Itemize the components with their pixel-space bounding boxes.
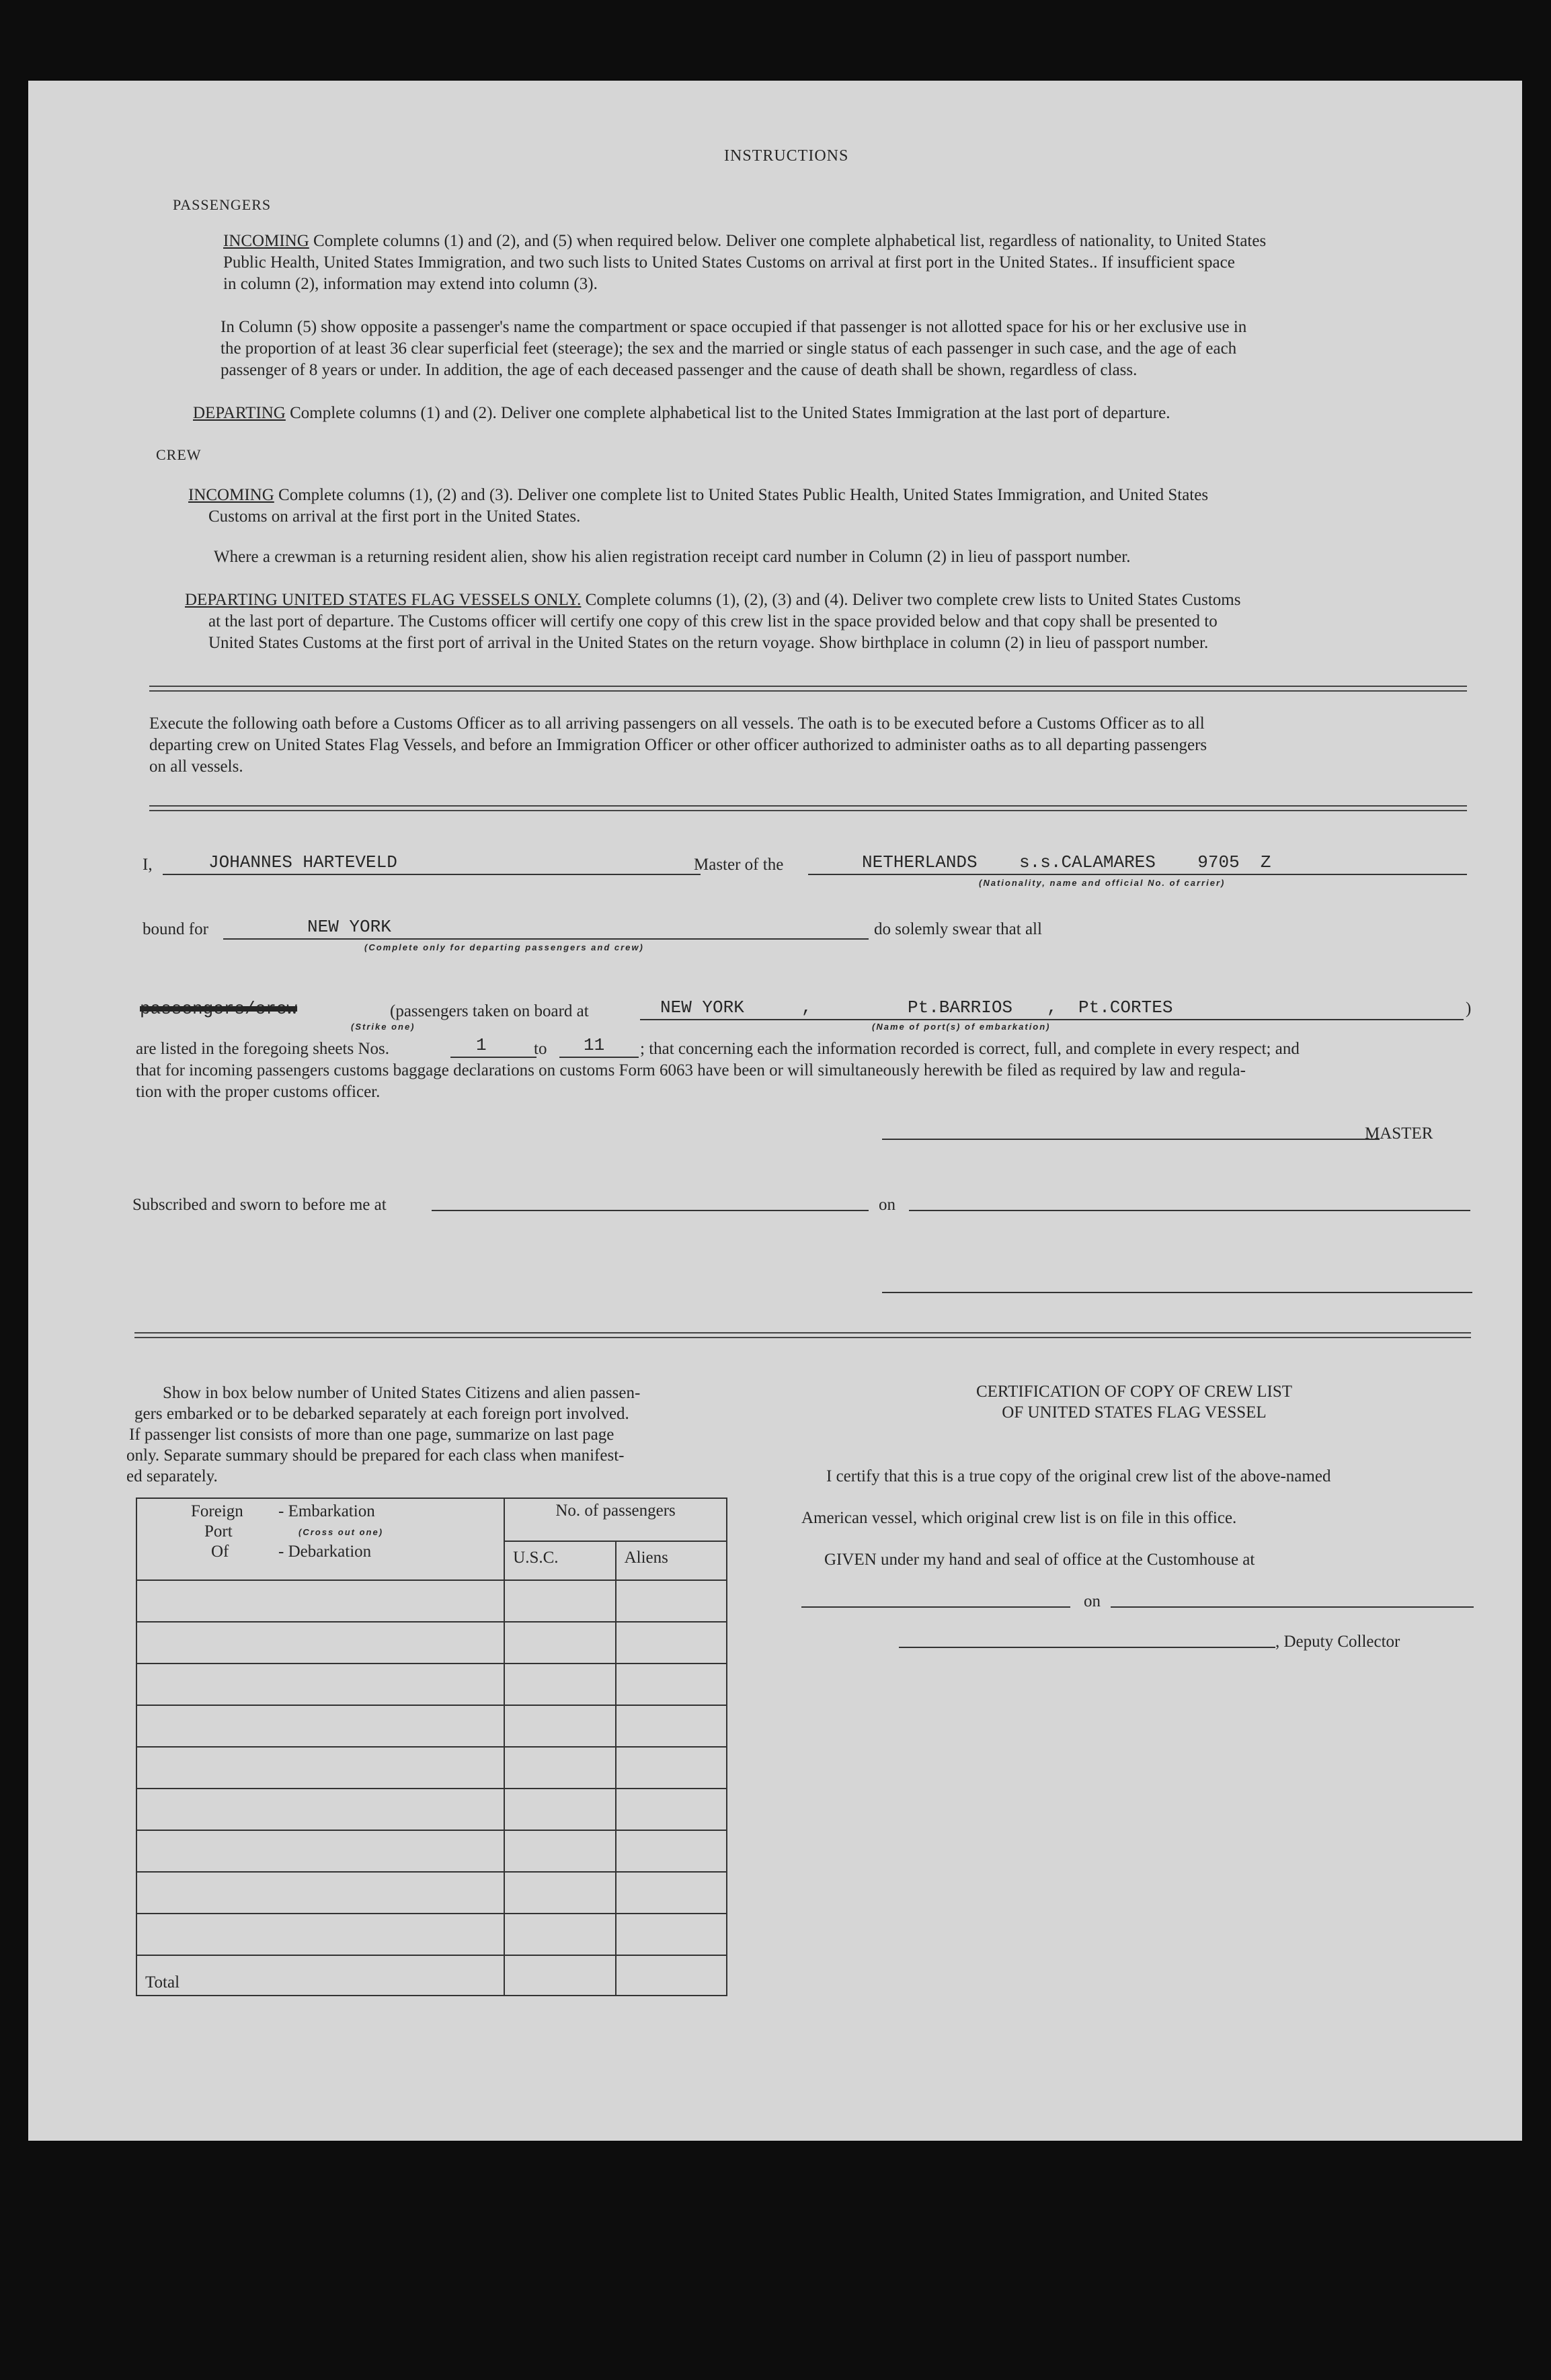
summary-instructions-line-1: Show in box below number of United States Citizens and alien passen- (163, 1384, 641, 1402)
port-2: Pt.BARRIOS (908, 997, 1013, 1018)
crew-departing-line-1: Complete columns (1), (2), (3) and (4). Deliver two complete crew lists to United States Customs (585, 591, 1241, 609)
table-cell[interactable] (504, 1580, 615, 1622)
cert-title-line-2: OF UNITED STATES FLAG VESSEL (1002, 1403, 1267, 1422)
to-label: to (534, 1040, 547, 1058)
crew-incoming-line-2: Customs on arrival at the first port in the United States. (208, 507, 581, 526)
sheet-to: 11 (584, 1035, 605, 1055)
table-cell[interactable] (504, 1955, 615, 1996)
table-cell[interactable] (616, 1914, 727, 1955)
table-cell[interactable] (136, 1747, 504, 1789)
col-aliens: Aliens (616, 1541, 727, 1580)
vessel-name: NETHERLANDS s.s.CALAMARES 9705 Z (862, 852, 1271, 872)
page-title: INSTRUCTIONS (724, 147, 849, 165)
summary-instructions-line-5: ed separately. (126, 1467, 218, 1485)
oath-line-3: tion with the proper customs officer. (136, 1083, 381, 1101)
col-port: Port (204, 1522, 233, 1541)
summary-instructions-line-2: gers embarked or to be debarked separately at each foreign port involved. (134, 1405, 629, 1423)
passengers-incoming-label: INCOMING (223, 232, 309, 250)
col-of: Of (211, 1543, 229, 1561)
port-3: Pt.CORTES (1078, 997, 1173, 1018)
table-cell[interactable] (136, 1664, 504, 1705)
oath-i-label: I, (143, 856, 153, 874)
table-cell[interactable] (616, 1580, 727, 1622)
cert-place-line (801, 1606, 1070, 1608)
cert-date-line (1111, 1606, 1474, 1608)
crew-departing-line-3: United States Customs at the first port of arrival in the United States on the return voyage. Show birthplace in column (2) in lieu of passport number. (208, 634, 1209, 652)
passengers-departing-text: Complete columns (1) and (2). Deliver one complete alphabetical list to the United States Immigration at the last port of departure. (290, 404, 1170, 422)
master-signature-line (882, 1139, 1380, 1140)
ports-line (640, 1019, 1464, 1020)
master-name-line (163, 874, 701, 875)
bound-for-label: bound for (143, 920, 208, 938)
table-cell[interactable] (504, 1705, 615, 1747)
port-separator-2: , (1047, 997, 1058, 1018)
passengers-departing-label: DEPARTING (193, 404, 286, 422)
crew-departing-line-2: at the last port of departure. The Customs officer will certify one copy of this crew list in the space provided below and that copy shall be presented to (208, 612, 1218, 630)
cert-line-1: I certify that this is a true copy of the original crew list of the above-named (826, 1467, 1331, 1485)
crew-incoming-line-1: Complete columns (1), (2) and (3). Deliver one complete list to United States Public Health, United States Immigration, and United States (278, 486, 1209, 504)
master-label: MASTER (1365, 1124, 1433, 1143)
table-cell[interactable] (504, 1789, 615, 1830)
sheet-from-line (450, 1057, 536, 1058)
passengers-heading: PASSENGERS (173, 196, 272, 213)
table-cell[interactable] (136, 1580, 504, 1622)
table-cell[interactable] (136, 1872, 504, 1914)
col-usc: U.S.C. (504, 1541, 615, 1580)
oath-line-2: that for incoming passengers customs baggage declarations on customs Form 6063 have been or will simultaneously herewith be filed as required by law and regula- (136, 1061, 1246, 1079)
crew-incoming-label: INCOMING (188, 486, 274, 504)
table-cell[interactable] (616, 1705, 727, 1747)
passengers-incoming-line-3: in column (2), information may extend into column (3). (223, 275, 598, 293)
ports-caption: (Name of port(s) of embarkation) (872, 1022, 1051, 1032)
deputy-label: , Deputy Collector (1275, 1633, 1400, 1651)
cert-title-line-1: CERTIFICATION OF COPY OF CREW LIST (976, 1383, 1293, 1401)
master-name: JOHANNES HARTEVELD (208, 852, 397, 872)
table-cell[interactable] (504, 1830, 615, 1872)
crew-departing (185, 589, 1240, 611)
bound-caption: (Complete only for departing passengers and crew) (364, 942, 644, 952)
bound-for-value: NEW YORK (307, 917, 391, 937)
cert-line-2: American vessel, which original crew list is on file in this office. (801, 1509, 1237, 1527)
crew-incoming (188, 484, 1208, 506)
oath-intro-line-3: on all vessels. (149, 757, 243, 776)
closing-paren: ) (1466, 999, 1472, 1018)
passengers-column5-line-2: the proportion of at least 36 clear superficial feet (steerage); the sex and the married or single status of each passenger in such case, and the age of each (221, 339, 1237, 358)
summary-instructions-line-3: If passenger list consists of more than one page, summarize on last page (129, 1426, 614, 1444)
sheets-label: are listed in the foregoing sheets Nos. (136, 1040, 389, 1058)
crew-resident-text: Where a crewman is a returning resident alien, show his alien registration receipt card number in Column (2) in lieu of passport number. (214, 548, 1131, 566)
col-cross: (Cross out one) (299, 1527, 384, 1537)
cert-line-3: GIVEN under my hand and seal of office at the Customhouse at (824, 1551, 1255, 1569)
foreign-port-header (136, 1498, 504, 1580)
form-page (28, 81, 1522, 2141)
passengers-column5-line-1: In Column (5) show opposite a passenger's name the compartment or space occupied if that passenger is not allotted space for his or her exclusive use in (221, 318, 1247, 336)
col-no-passengers: No. of passengers (504, 1498, 727, 1541)
cert-on-label: on (1084, 1592, 1101, 1610)
table-cell[interactable] (504, 1914, 615, 1955)
summary-instructions-line-4: only. Separate summary should be prepared for each class when manifest- (126, 1446, 625, 1465)
struck-text: passengers/crew (140, 999, 298, 1019)
oath-intro-line-1: Execute the following oath before a Customs Officer as to all arriving passengers on all vessels. The oath is to be executed before a Customs Officer as to all (149, 714, 1205, 733)
sheets-rest: ; that concerning each the information recorded is correct, full, and complete in every respect; and (640, 1040, 1300, 1058)
table-cell[interactable] (616, 1622, 727, 1664)
col-foreign: Foreign (191, 1502, 243, 1520)
vessel-caption: (Nationality, name and official No. of carrier) (979, 878, 1226, 888)
table-cell[interactable] (616, 1789, 727, 1830)
swear-text: do solemly swear that all (874, 920, 1042, 938)
crew-heading: CREW (156, 446, 202, 463)
col-embarkation: - Embarkation (278, 1502, 375, 1520)
table-cell[interactable] (504, 1872, 615, 1914)
officer-signature-line (882, 1292, 1472, 1293)
table-cell[interactable] (504, 1622, 615, 1664)
table-cell[interactable] (136, 1830, 504, 1872)
divider-1 (149, 686, 1467, 692)
sheet-to-line (559, 1057, 639, 1058)
subscribed-label: Subscribed and sworn to before me at (132, 1196, 387, 1214)
divider-2 (149, 805, 1467, 811)
crew-departing-label: DEPARTING UNITED STATES FLAG VESSELS ONLY. (185, 591, 582, 609)
col-debarkation: - Debarkation (278, 1543, 372, 1561)
strike-caption: (Strike one) (351, 1022, 415, 1032)
port-separator-1: , (801, 997, 812, 1018)
master-of-label: Master of the (694, 856, 784, 874)
summary-table (136, 1497, 727, 1996)
passengers-incoming-line-2: Public Health, United States Immigration, and two such lists to United States Customs on arrival at first port in the United States.. If insufficient space (223, 253, 1235, 272)
table-cell[interactable] (616, 1955, 727, 1996)
table-cell[interactable] (616, 1830, 727, 1872)
subscribed-date-line (909, 1210, 1470, 1211)
table-cell[interactable] (136, 1789, 504, 1830)
subscribed-on-label: on (879, 1196, 896, 1214)
table-cell[interactable] (616, 1747, 727, 1789)
sheet-from: 1 (476, 1035, 487, 1055)
total-label: Total (136, 1955, 504, 1996)
passengers-incoming (223, 230, 1266, 252)
table-cell[interactable] (504, 1664, 615, 1705)
table-cell[interactable] (616, 1872, 727, 1914)
bound-for-line (223, 938, 869, 940)
table-cell[interactable] (136, 1622, 504, 1664)
subscribed-place-line (432, 1210, 869, 1211)
table-cell[interactable] (136, 1914, 504, 1955)
table-cell[interactable] (136, 1705, 504, 1747)
vessel-line (808, 874, 1467, 875)
oath-intro-line-2: departing crew on United States Flag Vessels, and before an Immigration Officer or other officer authorized to administer oaths as to all departing passengers (149, 736, 1207, 754)
deputy-signature-line (899, 1647, 1275, 1648)
passengers-incoming-line-1: Complete columns (1) and (2), and (5) when required below. Deliver one complete alphabetical list, regardless of nationality, to United States (313, 232, 1267, 250)
divider-3 (134, 1332, 1471, 1338)
passengers-departing (193, 402, 1170, 424)
port-1: NEW YORK (660, 997, 744, 1018)
taken-label: (passengers taken on board at (390, 1002, 589, 1020)
passengers-column5-line-3: passenger of 8 years or under. In addition, the age of each deceased passenger and the cause of death shall be shown, regardless of class. (221, 361, 1138, 379)
table-cell[interactable] (504, 1747, 615, 1789)
table-cell[interactable] (616, 1664, 727, 1705)
